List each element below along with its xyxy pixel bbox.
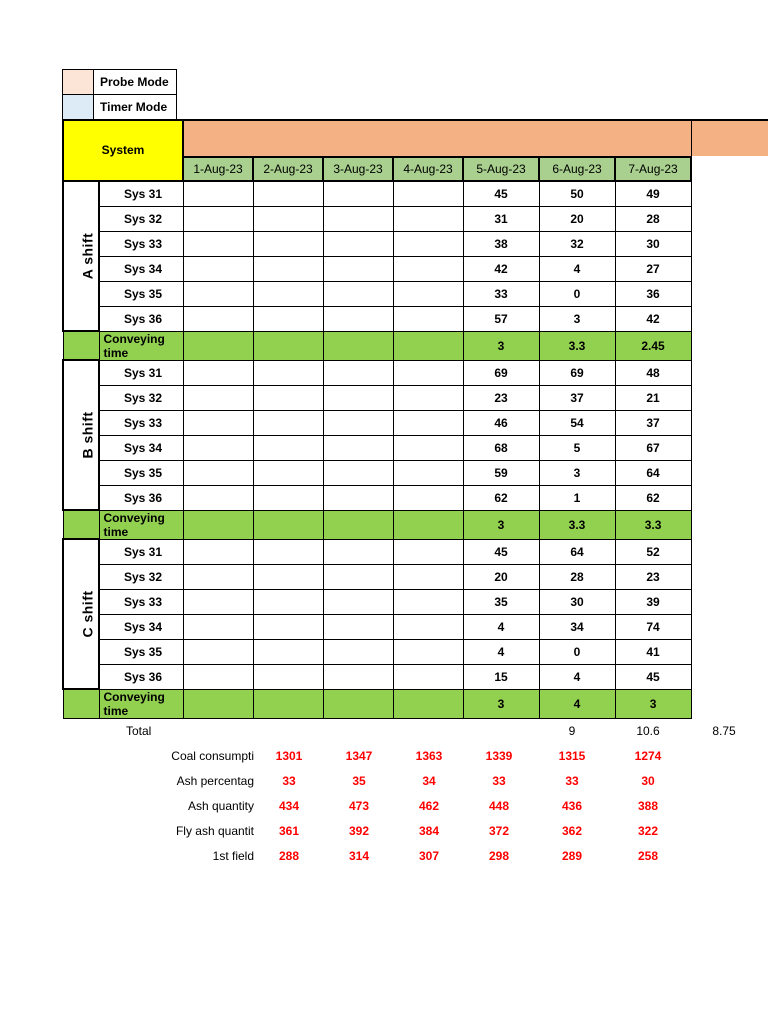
value-cell [183,664,253,689]
system-row [63,385,691,410]
conveying-blank-cell [63,331,99,360]
summary-value: 361 [278,823,300,838]
summary-value: 362 [561,823,583,838]
conveying-value: 3 [615,689,691,718]
value-cell: 37 [615,410,691,435]
value-cell [183,385,253,410]
system-name: Sys 32 [99,564,183,589]
value-cell [253,435,323,460]
conveying-value [253,689,323,718]
system-name: Sys 33 [99,231,183,256]
value-cell: 62 [463,485,539,510]
value-cell [393,206,463,231]
value-cell [393,460,463,485]
summary-value [686,818,762,843]
value-cell [323,206,393,231]
summary-value: 448 [488,798,510,813]
summary-value: 1347 [345,748,373,763]
system-row [63,181,691,207]
system-name: Sys 35 [99,460,183,485]
system-row [63,410,691,435]
value-cell: 68 [463,435,539,460]
summary-value: 392 [348,823,370,838]
summary-value [686,793,762,818]
system-name: Sys 36 [99,664,183,689]
value-cell [183,206,253,231]
system-row [63,231,691,256]
system-name: Sys 32 [99,206,183,231]
summary-value: 1274 [634,748,662,763]
value-cell [253,485,323,510]
value-cell: 42 [615,306,691,331]
value-cell: 32 [539,231,615,256]
system-row [63,589,691,614]
system-name: Sys 34 [99,435,183,460]
timer-mode-swatch [63,95,94,120]
value-cell [253,539,323,564]
date-header: 7-Aug-23 [615,157,691,181]
conveying-blank-cell [63,510,99,539]
summary-value: 1339 [485,748,513,763]
value-cell: 20 [539,206,615,231]
system-row [63,206,691,231]
conveying-value [253,331,323,360]
timer-mode-label: Timer Mode [94,95,177,120]
conveying-time-row [63,331,691,360]
summary-label: Coal consumpti [171,748,254,763]
system-row [63,306,691,331]
value-cell: 27 [615,256,691,281]
system-name: Sys 35 [99,639,183,664]
value-cell: 57 [463,306,539,331]
value-cell: 74 [615,614,691,639]
conveying-time-label: Conveying time [99,689,183,718]
value-cell [183,639,253,664]
conveying-value: 3 [463,510,539,539]
value-cell: 39 [615,589,691,614]
value-cell: 69 [539,360,615,385]
date-header: 3-Aug-23 [323,157,393,181]
value-cell [323,360,393,385]
summary-value: 307 [418,848,440,863]
value-cell: 28 [539,564,615,589]
value-cell [323,306,393,331]
legend-row-probe [63,70,177,95]
shift-label-cell [63,539,99,689]
system-name: Sys 35 [99,281,183,306]
summary-value: 473 [348,798,370,813]
value-cell [183,589,253,614]
value-cell [393,539,463,564]
summary-row [62,793,762,818]
value-cell: 62 [615,485,691,510]
value-cell: 35 [463,589,539,614]
value-cell: 4 [539,256,615,281]
summary-value: 1315 [558,748,586,763]
summary-value: 322 [637,823,659,838]
date-header: 2-Aug-23 [253,157,323,181]
value-cell [323,410,393,435]
summary-value: 33 [282,773,296,788]
summary-value: 298 [488,848,510,863]
value-cell: 50 [539,181,615,207]
summary-label: Fly ash quantit [175,823,254,838]
value-cell [393,385,463,410]
value-cell [393,485,463,510]
date-header: 1-Aug-23 [183,157,253,181]
conveying-time-row [63,689,691,718]
summary-value [686,768,762,793]
value-cell [183,306,253,331]
conveying-time-label: Conveying time [99,331,183,360]
value-cell [253,460,323,485]
value-cell: 4 [463,639,539,664]
conveying-value: 4 [539,689,615,718]
system-row [63,281,691,306]
value-cell: 34 [539,614,615,639]
value-cell [253,181,323,207]
value-cell [393,281,463,306]
legend-row-timer [63,95,177,120]
value-cell: 3 [539,460,615,485]
value-cell [323,564,393,589]
value-cell [253,614,323,639]
total-row [62,718,762,743]
value-cell [323,460,393,485]
system-row [63,639,691,664]
value-cell: 20 [463,564,539,589]
value-cell: 23 [615,564,691,589]
value-cell [323,485,393,510]
system-name: Sys 31 [99,181,183,207]
conveying-value: 2.45 [615,331,691,360]
value-cell: 45 [463,181,539,207]
summary-row [62,768,762,793]
value-cell: 49 [615,181,691,207]
total-value: 8.75 [712,723,736,738]
value-cell [393,664,463,689]
value-cell: 31 [463,206,539,231]
value-cell [393,435,463,460]
conveying-value [323,510,393,539]
value-cell: 1 [539,485,615,510]
conveying-value [183,510,253,539]
summary-value: 288 [278,848,300,863]
value-cell: 37 [539,385,615,410]
system-name: Sys 34 [99,256,183,281]
total-value [464,718,534,743]
summary-value: 1301 [275,748,303,763]
value-cell: 52 [615,539,691,564]
value-cell [253,639,323,664]
value-cell [253,589,323,614]
value-cell [183,360,253,385]
value-cell: 48 [615,360,691,385]
value-cell [393,231,463,256]
mode-legend [62,69,177,120]
summary-value: 289 [561,848,583,863]
value-cell [323,664,393,689]
summary-value: 33 [565,773,579,788]
value-cell [183,485,253,510]
conveying-value: 3 [463,689,539,718]
value-cell [323,539,393,564]
value-cell: 0 [539,281,615,306]
value-cell: 41 [615,639,691,664]
value-cell: 38 [463,231,539,256]
value-cell: 59 [463,460,539,485]
summary-value: 314 [348,848,370,863]
value-cell [393,360,463,385]
value-cell [393,181,463,207]
value-cell [323,614,393,639]
value-cell [393,589,463,614]
value-cell: 69 [463,360,539,385]
value-cell [183,181,253,207]
summary-value: 258 [637,848,659,863]
system-row [63,435,691,460]
shift-label-cell [63,181,99,332]
system-row [63,614,691,639]
value-cell [253,385,323,410]
summary-table [62,718,762,868]
value-cell [393,639,463,664]
value-cell [253,256,323,281]
conveying-time-row [63,510,691,539]
summary-value [686,743,762,768]
conveying-value [393,331,463,360]
summary-row [62,743,762,768]
summary-label: Ash percentag [176,773,254,788]
system-row [63,664,691,689]
value-cell [183,460,253,485]
system-name: Sys 36 [99,485,183,510]
value-cell [323,385,393,410]
conveying-value [183,689,253,718]
value-cell [253,410,323,435]
conveying-value [183,331,253,360]
system-row [63,485,691,510]
value-cell: 4 [463,614,539,639]
header-row-system [63,120,691,157]
value-cell: 64 [539,539,615,564]
value-cell [253,206,323,231]
conveying-value [323,331,393,360]
conveying-value [393,689,463,718]
value-cell [323,639,393,664]
probe-mode-swatch [63,70,94,95]
value-cell [253,564,323,589]
value-cell [393,410,463,435]
value-cell: 67 [615,435,691,460]
value-cell: 30 [615,231,691,256]
summary-label: Ash quantity [187,798,254,813]
total-label: Total [126,723,152,738]
summary-value: 388 [637,798,659,813]
total-value [324,718,394,743]
summary-value: 33 [492,773,506,788]
value-cell [253,664,323,689]
probe-mode-label: Probe Mode [94,70,177,95]
summary-value: 436 [561,798,583,813]
conveying-blank-cell [63,689,99,718]
total-value: 10.6 [636,723,660,738]
summary-row [62,818,762,843]
value-cell [183,410,253,435]
value-cell: 64 [615,460,691,485]
value-cell: 30 [539,589,615,614]
value-cell: 46 [463,410,539,435]
value-cell: 5 [539,435,615,460]
value-cell: 45 [463,539,539,564]
shift-label: B shift [79,411,96,459]
value-cell [323,181,393,207]
total-value [394,718,464,743]
value-cell [253,360,323,385]
value-cell [393,256,463,281]
total-value [254,718,324,743]
value-cell [183,564,253,589]
summary-value: 35 [352,773,366,788]
value-cell: 15 [463,664,539,689]
conveying-value: 3.3 [615,510,691,539]
summary-row [62,843,762,868]
system-row [63,256,691,281]
value-cell: 45 [615,664,691,689]
value-cell: 42 [463,256,539,281]
summary-label: 1st field [212,848,254,863]
system-name: Sys 33 [99,410,183,435]
value-cell: 28 [615,206,691,231]
system-row [63,564,691,589]
value-cell: 23 [463,385,539,410]
value-cell [393,614,463,639]
system-row [63,360,691,385]
value-cell [253,231,323,256]
value-cell [393,564,463,589]
conveying-value: 3 [463,331,539,360]
orange-header-cell [183,120,691,157]
shift-label-cell [63,360,99,510]
value-cell [183,539,253,564]
system-name: Sys 36 [99,306,183,331]
shift-label: A shift [79,232,96,280]
value-cell [253,306,323,331]
value-cell: 0 [539,639,615,664]
summary-value: 384 [418,823,440,838]
value-cell [323,589,393,614]
summary-value: 1363 [415,748,443,763]
shift-label: C shift [79,590,96,638]
conveying-grid [62,119,692,719]
system-name: Sys 33 [99,589,183,614]
summary-value: 372 [488,823,510,838]
value-cell [183,435,253,460]
date-header: 4-Aug-23 [393,157,463,181]
conveying-value [393,510,463,539]
value-cell: 21 [615,385,691,410]
system-row [63,539,691,564]
conveying-time-label: Conveying time [99,510,183,539]
system-row [63,460,691,485]
value-cell: 4 [539,664,615,689]
total-value: 9 [568,723,576,738]
value-cell: 3 [539,306,615,331]
value-cell [183,231,253,256]
system-name: Sys 32 [99,385,183,410]
system-header: System [63,120,183,181]
summary-value: 434 [278,798,300,813]
value-cell: 33 [463,281,539,306]
value-cell [393,306,463,331]
summary-value: 30 [641,773,655,788]
value-cell [183,614,253,639]
value-cell [323,281,393,306]
value-cell [323,256,393,281]
summary-value: 462 [418,798,440,813]
summary-value [686,843,762,868]
value-cell [253,281,323,306]
value-cell [183,256,253,281]
system-name: Sys 31 [99,539,183,564]
conveying-value [253,510,323,539]
system-name: Sys 31 [99,360,183,385]
value-cell: 54 [539,410,615,435]
date-header: 6-Aug-23 [539,157,615,181]
value-cell [323,231,393,256]
summary-value: 34 [422,773,436,788]
date-header: 5-Aug-23 [463,157,539,181]
value-cell [323,435,393,460]
value-cell [183,281,253,306]
system-name: Sys 34 [99,614,183,639]
value-cell: 36 [615,281,691,306]
conveying-value [323,689,393,718]
conveying-value: 3.3 [539,331,615,360]
conveying-value: 3.3 [539,510,615,539]
